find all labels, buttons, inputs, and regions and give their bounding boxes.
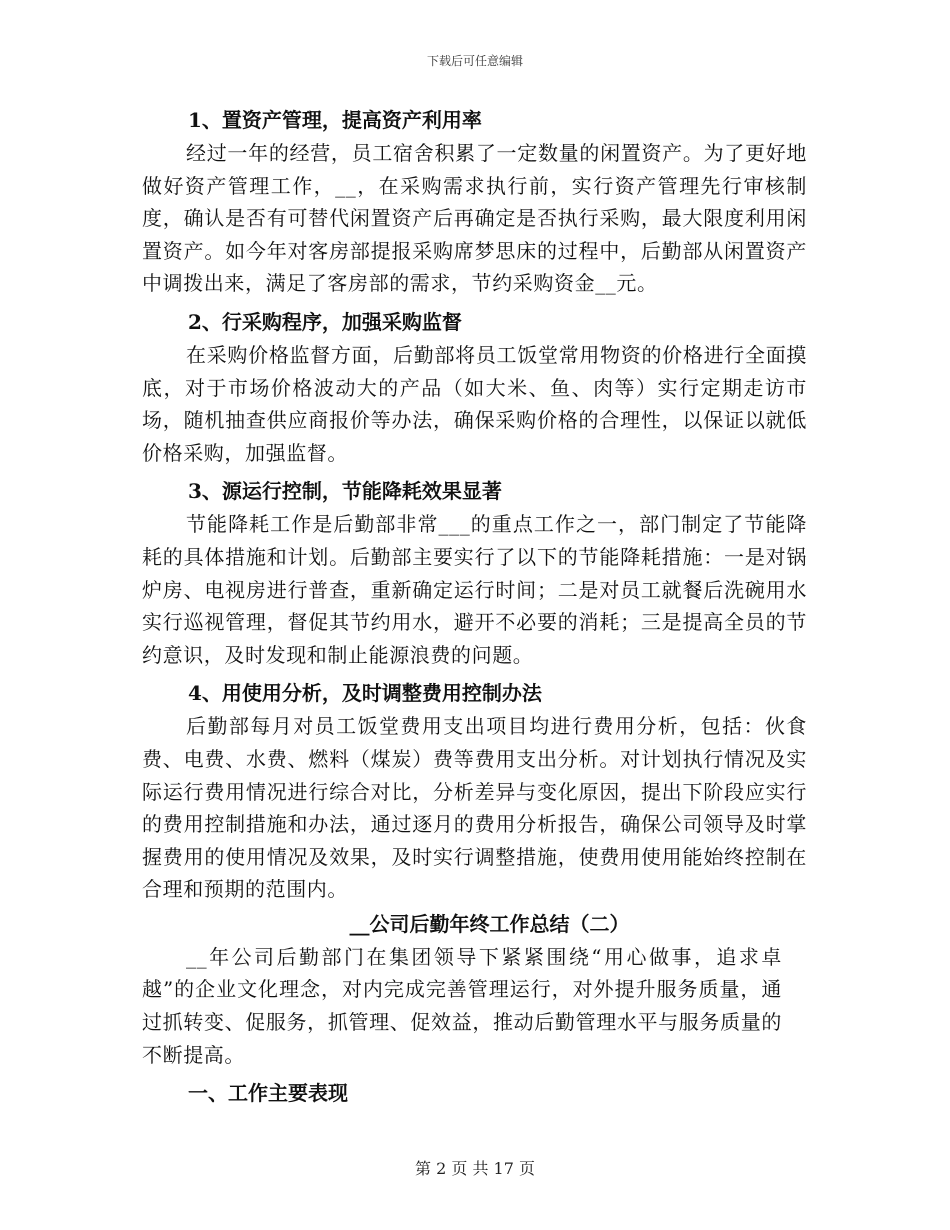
section-paragraph-4: 后勤部每月对员工饭堂费用支出项目均进行费用分析，包括：伙食费、电费、水费、燃料（煤炭）费等费用支出分析。对计划执行情况及实际运行费用情况进行综合对比，分析差异与变化原因，提出下阶段应实行的费用控制措施和办法，通过逐月的费用分析报告，确保公司领导及时掌握费用的使用情况及效果，及时实行调整措施，使费用使用能始终控制在合理和预期的范围内。 [142, 714, 807, 902]
page-footer: 第 2 页 共 17 页 [415, 1159, 535, 1178]
document-body [142, 104, 807, 1110]
section-heading-4: 4、用使用分析，及时调整费用控制办法 [188, 681, 542, 706]
intro-paragraph: __年公司后勤部门在集团领导下紧紧围绕“用心做事，追求卓越”的企业文化理念，对内完成完善管理运行，对外提升服务质量，通过抓转变、促服务，抓管理、促效益，推动后勤管理水平与服务质量的不断提高。 [142, 944, 782, 1067]
section-heading-3: 3、源运行控制，节能降耗效果显著 [188, 479, 502, 504]
section-paragraph-1: 经过一年的经营，员工宿舍积累了一定数量的闲置资产。为了更好地做好资产管理工作，__，在采购需求执行前，实行资产管理先行审核制度，确认是否有可替代闲置资产后再确定是否执行采购，最大限度利用闲置资产。如今年对客房部提报采购席梦思床的过程中，后勤部从闲置资产中调拨出来，满足了客房部的需求，节约采购资金__元。 [142, 141, 807, 296]
section-heading-2: 2、行采购程序，加强采购监督 [188, 309, 462, 334]
section-paragraph-2: 在采购价格监督方面，后勤部将员工饭堂常用物资的价格进行全面摸底，对于市场价格波动大的产品（如大米、鱼、肉等）实行定期走访市场，随机抽查供应商报价等办法，确保采购价格的合理性，以保证以就低价格采购，加强监督。 [142, 342, 807, 465]
section-heading-1: 1、置资产管理，提高资产利用率 [188, 108, 482, 132]
section-paragraph-3: 节能降耗工作是后勤部非常___的重点工作之一，部门制定了节能降耗的具体措施和计划。后勤部主要实行了以下的节能降耗措施：一是对锅炉房、电视房进行普查，重新确定运行时间；二是对员工就餐后洗碗用水实行巡视管理，督促其节约用水，避开不必要的消耗；三是提高全员的节约意识，及时发现和制止能源浪费的问题。 [142, 512, 807, 667]
page-header: 下载后可任意编辑 [426, 54, 523, 68]
part-title: __公司后勤年终工作总结（二） [349, 911, 630, 936]
subheading: 一、工作主要表现 [188, 1081, 348, 1106]
